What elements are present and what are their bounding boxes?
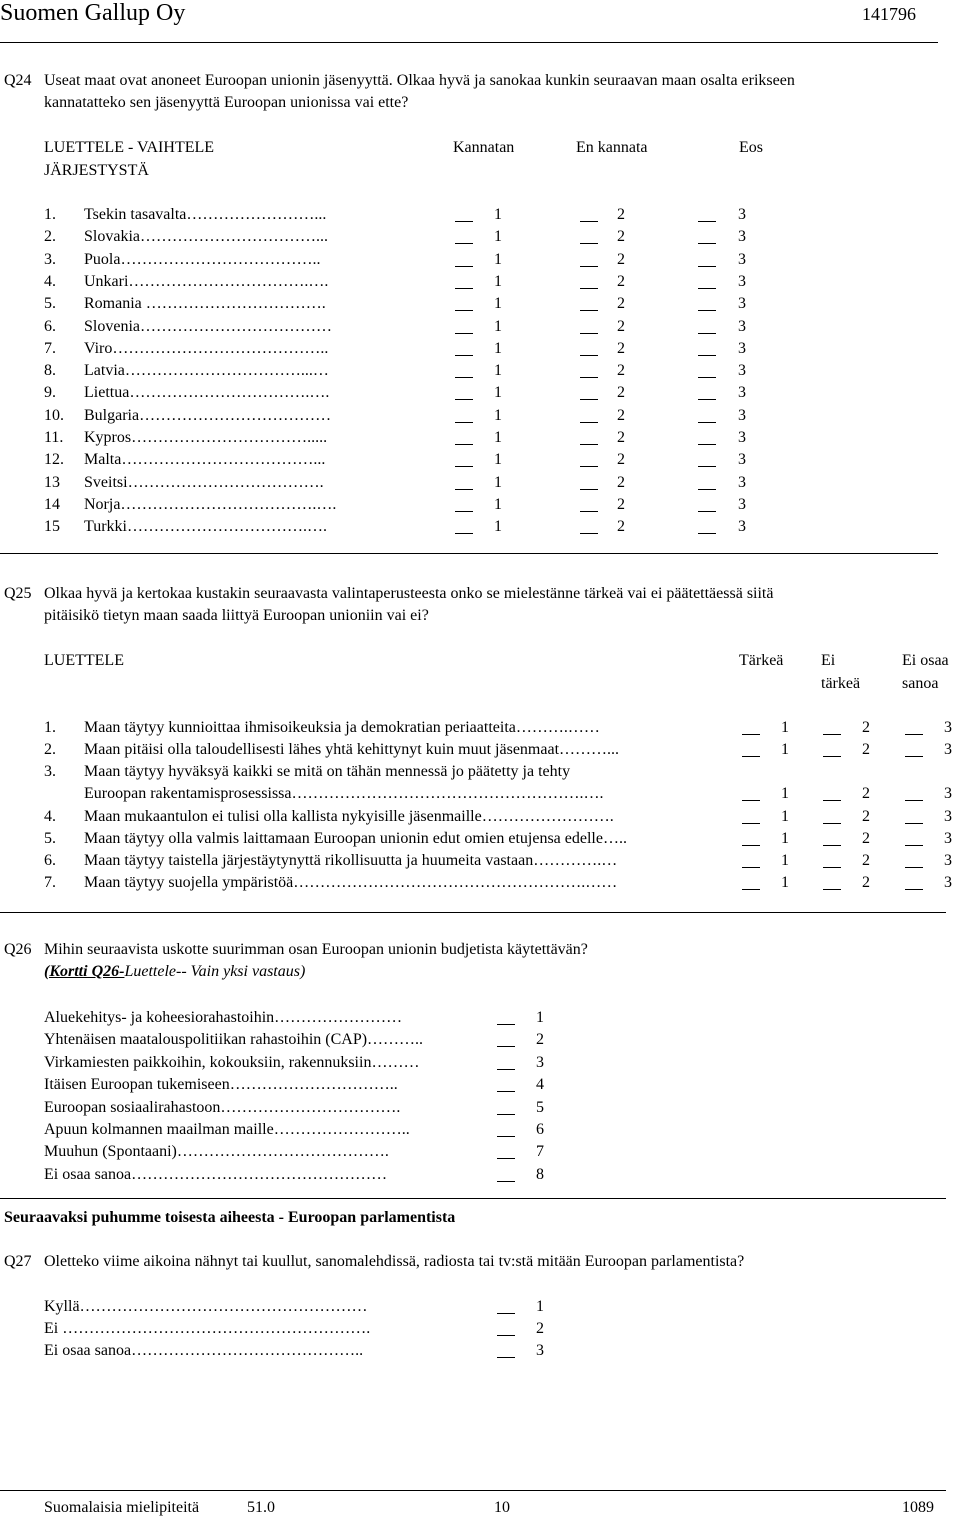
q24-answer-code: 2 — [617, 407, 625, 424]
q24-row-label: Sveitsi………………………………. — [84, 474, 324, 491]
q25-answer-code: 2 — [862, 830, 870, 847]
q24-answer-code: 1 — [494, 251, 502, 268]
q26-option-label: Muuhun (Spontaani)…………………………………. — [44, 1143, 389, 1160]
q26-option-code: 8 — [536, 1166, 544, 1183]
answer-blank-line — [905, 867, 923, 868]
q24-row-number: 7. — [44, 340, 56, 357]
q26-option-code: 5 — [536, 1099, 544, 1116]
q24-row-label: Malta………………………………... — [84, 451, 326, 468]
q24-answer-code: 3 — [738, 273, 746, 290]
q25-row-label: Maan täytyy olla valmis laittamaan Euroopan unionin edut omien etujensa edelle….. — [84, 830, 627, 847]
q24-answer-code: 1 — [494, 429, 502, 446]
q26-option-code: 7 — [536, 1143, 544, 1160]
answer-blank-line — [580, 422, 598, 423]
q24-answer-code: 1 — [494, 340, 502, 357]
q24-row-number: 8. — [44, 362, 56, 379]
q24-answer-code: 2 — [617, 384, 625, 401]
answer-blank-line — [823, 800, 841, 801]
q24-row-label: Kypros……………………………..... — [84, 429, 328, 446]
answer-blank-line — [455, 422, 473, 423]
answer-blank-line — [742, 889, 760, 890]
answer-blank-line — [455, 266, 473, 267]
q25-answer-code: 3 — [944, 741, 952, 758]
answer-blank-line — [497, 1136, 515, 1137]
answer-blank-line — [455, 511, 473, 512]
answer-blank-line — [905, 800, 923, 801]
answer-blank-line — [905, 756, 923, 757]
answer-blank-line — [580, 444, 598, 445]
answer-blank-line — [698, 533, 716, 534]
section-title: Seuraavaksi puhumme toisesta aiheesta - Euroopan parlamentista — [4, 1209, 456, 1226]
q24-col-kannatan: Kannatan — [453, 139, 515, 156]
q26-option-label: Yhtenäisen maatalouspolitiikan rahastoihin (CAP)……….. — [44, 1031, 424, 1048]
q25-answer-code: 1 — [781, 852, 789, 869]
q26-option-label: Itäisen Euroopan tukemiseen………………………….. — [44, 1076, 398, 1093]
q24-row-label: Slovakia……………………………... — [84, 228, 328, 245]
q24-answer-code: 3 — [738, 451, 746, 468]
footer-rule — [0, 1490, 946, 1491]
q24-row-number: 10. — [44, 407, 64, 424]
answer-blank-line — [580, 288, 598, 289]
answer-blank-line — [497, 1335, 515, 1336]
q27-id: Q27 — [4, 1253, 32, 1270]
q26-end-rule — [0, 1198, 946, 1199]
q24-row-label: Latvia……………………………...… — [84, 362, 329, 379]
q25-instruction: LUETTELE — [44, 652, 124, 669]
q25-answer-code: 2 — [862, 785, 870, 802]
q24-answer-code: 3 — [738, 295, 746, 312]
q25-row-label: Maan täytyy suojella ympäristöä……………………………………………….…… — [84, 874, 618, 891]
answer-blank-line — [580, 266, 598, 267]
answer-blank-line — [580, 377, 598, 378]
q24-answer-code: 1 — [494, 496, 502, 513]
q26-option-label: Euroopan sosiaalirahastoon……………………………. — [44, 1099, 401, 1116]
answer-blank-line — [905, 823, 923, 824]
q24-answer-code: 3 — [738, 362, 746, 379]
answer-blank-line — [698, 266, 716, 267]
q27-option-label: Ei osaa sanoa…………………………………….. — [44, 1342, 364, 1359]
answer-blank-line — [455, 221, 473, 222]
q25-text-line1: Olkaa hyvä ja kertokaa kustakin seuraavasta valintaperusteesta onko se mielestänne tärkeä vai ei päätettäessä siitä — [44, 585, 774, 602]
q24-answer-code: 2 — [617, 228, 625, 245]
q25-row-label: Maan täytyy hyväksyä kaikki se mitä on tähän mennessä jo päätetty ja tehty — [84, 763, 571, 780]
q25-col-tarkea: Tärkeä — [739, 652, 784, 669]
q24-answer-code: 2 — [617, 474, 625, 491]
q25-answer-code: 1 — [781, 874, 789, 891]
q24-answer-code: 1 — [494, 518, 502, 535]
q26-text: Mihin seuraavista uskotte suurimman osan Euroopan unionin budjetista käytettävän? — [44, 941, 588, 958]
q24-answer-code: 3 — [738, 228, 746, 245]
q24-instruction-line2: JÄRJESTYSTÄ — [44, 162, 149, 179]
answer-blank-line — [455, 377, 473, 378]
q25-row-label: Maan täytyy kunnioittaa ihmisoikeuksia ja demokratian periaatteita……….…… — [84, 719, 600, 736]
answer-blank-line — [455, 333, 473, 334]
answer-blank-line — [580, 221, 598, 222]
answer-blank-line — [823, 734, 841, 735]
q25-answer-code: 2 — [862, 852, 870, 869]
q25-row-label: Maan täytyy taistella järjestäytynyttä rikollisuutta ja huumeita vastaan………….… — [84, 852, 618, 869]
q24-col-eos: Eos — [739, 139, 763, 156]
q24-answer-code: 2 — [617, 273, 625, 290]
q25-answer-code: 3 — [944, 719, 952, 736]
q26-option-label: Virkamiesten paikkoihin, kokouksiin, rakennuksiin……… — [44, 1054, 420, 1071]
q24-row-number: 4. — [44, 273, 56, 290]
q24-answer-code: 3 — [738, 518, 746, 535]
q24-answer-code: 2 — [617, 451, 625, 468]
q27-option-code: 2 — [536, 1320, 544, 1337]
answer-blank-line — [823, 756, 841, 757]
q25-col-ei-line1: Ei — [821, 652, 836, 669]
q24-answer-code: 3 — [738, 474, 746, 491]
answer-blank-line — [580, 333, 598, 334]
answer-blank-line — [497, 1181, 515, 1182]
q26-option-label: Ei osaa sanoa………………………………………… — [44, 1166, 388, 1183]
answer-blank-line — [580, 310, 598, 311]
answer-blank-line — [455, 243, 473, 244]
answer-blank-line — [698, 422, 716, 423]
answer-blank-line — [497, 1158, 515, 1159]
q24-answer-code: 1 — [494, 362, 502, 379]
q25-answer-code: 3 — [944, 808, 952, 825]
q24-answer-code: 2 — [617, 429, 625, 446]
q25-answer-code: 1 — [781, 830, 789, 847]
q25-row-label: Maan mukaantulon ei tulisi olla kallista nykyisille jäsenmaille……………………. — [84, 808, 614, 825]
footer-version: 51.0 — [247, 1499, 275, 1516]
q25-answer-code: 1 — [781, 808, 789, 825]
q24-row-number: 14 — [44, 496, 60, 513]
q24-row-label: Tsekin tasavalta……………………... — [84, 206, 327, 223]
q24-row-label: Viro………………………………….. — [84, 340, 329, 357]
q24-answer-code: 2 — [617, 340, 625, 357]
q24-end-rule — [0, 553, 938, 554]
q24-answer-code: 1 — [494, 474, 502, 491]
q25-row-label-continued: Euroopan rakentamisprosessissa……………………………………………….…. — [84, 785, 604, 802]
q25-col-eos-line1: Ei osaa — [902, 652, 949, 669]
q27-option-label: Ei …………………………………………………. — [44, 1320, 371, 1337]
q24-row-label: Unkari…………………………….…. — [84, 273, 329, 290]
q25-row-number: 5. — [44, 830, 56, 847]
q24-answer-code: 3 — [738, 340, 746, 357]
q27-option-code: 3 — [536, 1342, 544, 1359]
q24-answer-code: 3 — [738, 384, 746, 401]
answer-blank-line — [698, 243, 716, 244]
q24-text-line1: Useat maat ovat anoneet Euroopan unionin jäsenyyttä. Olkaa hyvä ja sanokaa kunkin seuraavan maan osalta erikseen — [44, 72, 795, 89]
q24-text-line2: kannatatteko sen jäsenyyttä Euroopan unionissa vai ette? — [44, 94, 409, 111]
q24-answer-code: 1 — [494, 318, 502, 335]
answer-blank-line — [905, 845, 923, 846]
q26-note — [44, 961, 305, 983]
q25-answer-code: 1 — [781, 741, 789, 758]
q24-answer-code: 3 — [738, 251, 746, 268]
answer-blank-line — [698, 444, 716, 445]
q24-id: Q24 — [4, 72, 32, 89]
answer-blank-line — [455, 310, 473, 311]
answer-blank-line — [698, 355, 716, 356]
q26-id: Q26 — [4, 941, 32, 958]
answer-blank-line — [742, 867, 760, 868]
q24-row-label: Norja……………………………….…. — [84, 496, 337, 513]
company-name: Suomen Gallup Oy — [0, 0, 186, 26]
q25-row-number: 7. — [44, 874, 56, 891]
q25-row-label: Maan pitäisi olla taloudellisesti lähes yhtä kehittynyt kuin muut jäsenmaat………... — [84, 741, 620, 758]
answer-blank-line — [823, 845, 841, 846]
footer-page: 10 — [494, 1499, 510, 1516]
q24-row-label: Liettua…………………………….…. — [84, 384, 330, 401]
answer-blank-line — [823, 823, 841, 824]
q24-row-label: Bulgaria……………………………… — [84, 407, 332, 424]
q26-note-card: (Kortti Q26- — [44, 963, 125, 980]
q24-col-en-kannata: En kannata — [576, 139, 648, 156]
q27-text: Oletteko viime aikoina nähnyt tai kuullut, sanomalehdissä, radiosta tai tv:stä mitään Euroopan parlamentista? — [44, 1253, 745, 1270]
q24-answer-code: 1 — [494, 295, 502, 312]
answer-blank-line — [698, 466, 716, 467]
q24-answer-code: 3 — [738, 429, 746, 446]
q25-answer-code: 3 — [944, 874, 952, 891]
q26-option-code: 4 — [536, 1076, 544, 1093]
q25-answer-code: 3 — [944, 785, 952, 802]
answer-blank-line — [742, 800, 760, 801]
answer-blank-line — [905, 889, 923, 890]
answer-blank-line — [455, 355, 473, 356]
q24-row-number: 13 — [44, 474, 60, 491]
q24-answer-code: 1 — [494, 273, 502, 290]
q24-row-number: 6. — [44, 318, 56, 335]
q25-col-eos-line2: sanoa — [902, 675, 939, 692]
q24-answer-code: 3 — [738, 318, 746, 335]
answer-blank-line — [698, 333, 716, 334]
answer-blank-line — [698, 221, 716, 222]
q26-option-label: Apuun kolmannen maailman maille…………………….. — [44, 1121, 410, 1138]
answer-blank-line — [698, 511, 716, 512]
q24-row-label: Turkki…………………………….…. — [84, 518, 327, 535]
answer-blank-line — [742, 823, 760, 824]
answer-blank-line — [455, 533, 473, 534]
q25-answer-code: 3 — [944, 852, 952, 869]
q24-answer-code: 2 — [617, 518, 625, 535]
q24-row-number: 9. — [44, 384, 56, 401]
q24-row-number: 1. — [44, 206, 56, 223]
q26-note-instruction: Luettele-- Vain yksi vastaus) — [124, 963, 306, 980]
q24-answer-code: 2 — [617, 206, 625, 223]
q24-answer-code: 1 — [494, 384, 502, 401]
q25-answer-code: 2 — [862, 808, 870, 825]
q25-row-number: 2. — [44, 741, 56, 758]
q24-answer-code: 3 — [738, 206, 746, 223]
answer-blank-line — [698, 489, 716, 490]
q24-answer-code: 1 — [494, 206, 502, 223]
q26-option-code: 1 — [536, 1009, 544, 1026]
q24-row-number: 2. — [44, 228, 56, 245]
answer-blank-line — [455, 444, 473, 445]
answer-blank-line — [742, 734, 760, 735]
q25-answer-code: 2 — [862, 741, 870, 758]
answer-blank-line — [580, 466, 598, 467]
q25-answer-code: 1 — [781, 719, 789, 736]
q24-row-label: Slovenia……………………………… — [84, 318, 332, 335]
answer-blank-line — [580, 355, 598, 356]
q24-row-number: 3. — [44, 251, 56, 268]
q24-row-number: 12. — [44, 451, 64, 468]
answer-blank-line — [497, 1114, 515, 1115]
q27-option-code: 1 — [536, 1298, 544, 1315]
answer-blank-line — [455, 399, 473, 400]
q25-end-rule — [0, 912, 946, 913]
q25-row-number: 4. — [44, 808, 56, 825]
header-rule — [0, 42, 938, 43]
answer-blank-line — [497, 1357, 515, 1358]
q24-answer-code: 2 — [617, 295, 625, 312]
q25-row-number: 1. — [44, 719, 56, 736]
q25-answer-code: 2 — [862, 719, 870, 736]
q25-answer-code: 3 — [944, 830, 952, 847]
answer-blank-line — [698, 377, 716, 378]
q25-answer-code: 2 — [862, 874, 870, 891]
answer-blank-line — [497, 1024, 515, 1025]
q25-row-number: 3. — [44, 763, 56, 780]
q24-row-label: Romania ……………………………. — [84, 295, 326, 312]
answer-blank-line — [580, 511, 598, 512]
q24-answer-code: 2 — [617, 318, 625, 335]
document-code: 141796 — [862, 4, 916, 24]
answer-blank-line — [497, 1069, 515, 1070]
q24-answer-code: 1 — [494, 451, 502, 468]
q26-option-code: 2 — [536, 1031, 544, 1048]
answer-blank-line — [823, 867, 841, 868]
q24-answer-code: 3 — [738, 407, 746, 424]
q24-answer-code: 2 — [617, 496, 625, 513]
answer-blank-line — [455, 489, 473, 490]
footer-title: Suomalaisia mielipiteitä — [44, 1499, 200, 1516]
q24-answer-code: 3 — [738, 496, 746, 513]
q25-col-ei-line2: tärkeä — [821, 675, 861, 692]
answer-blank-line — [580, 533, 598, 534]
q24-row-number: 5. — [44, 295, 56, 312]
answer-blank-line — [698, 288, 716, 289]
q24-answer-code: 2 — [617, 362, 625, 379]
answer-blank-line — [497, 1313, 515, 1314]
answer-blank-line — [497, 1091, 515, 1092]
q26-option-label: Aluekehitys- ja koheesiorahastoihin…………………… — [44, 1009, 403, 1026]
q25-row-number: 6. — [44, 852, 56, 869]
answer-blank-line — [823, 889, 841, 890]
q24-instruction-line1: LUETTELE - VAIHTELE — [44, 139, 215, 156]
answer-blank-line — [580, 243, 598, 244]
q26-option-code: 3 — [536, 1054, 544, 1071]
q27-option-label: Kyllä……………………………………………… — [44, 1298, 368, 1315]
q24-row-number: 15 — [44, 518, 60, 535]
q24-answer-code: 1 — [494, 228, 502, 245]
q24-row-label: Puola……………………………….. — [84, 251, 321, 268]
answer-blank-line — [497, 1046, 515, 1047]
q24-answer-code: 2 — [617, 251, 625, 268]
answer-blank-line — [455, 466, 473, 467]
answer-blank-line — [905, 734, 923, 735]
q25-text-line2: pitäisikö tietyn maan saada liittyä Euroopan unioniin vai ei? — [44, 607, 429, 624]
answer-blank-line — [580, 489, 598, 490]
footer-number: 1089 — [902, 1499, 934, 1516]
answer-blank-line — [455, 288, 473, 289]
answer-blank-line — [580, 399, 598, 400]
q24-row-number: 11. — [44, 429, 64, 446]
answer-blank-line — [698, 310, 716, 311]
answer-blank-line — [742, 756, 760, 757]
answer-blank-line — [742, 845, 760, 846]
q25-id: Q25 — [4, 585, 32, 602]
q26-option-code: 6 — [536, 1121, 544, 1138]
q24-answer-code: 1 — [494, 407, 502, 424]
answer-blank-line — [698, 399, 716, 400]
q25-answer-code: 1 — [781, 785, 789, 802]
